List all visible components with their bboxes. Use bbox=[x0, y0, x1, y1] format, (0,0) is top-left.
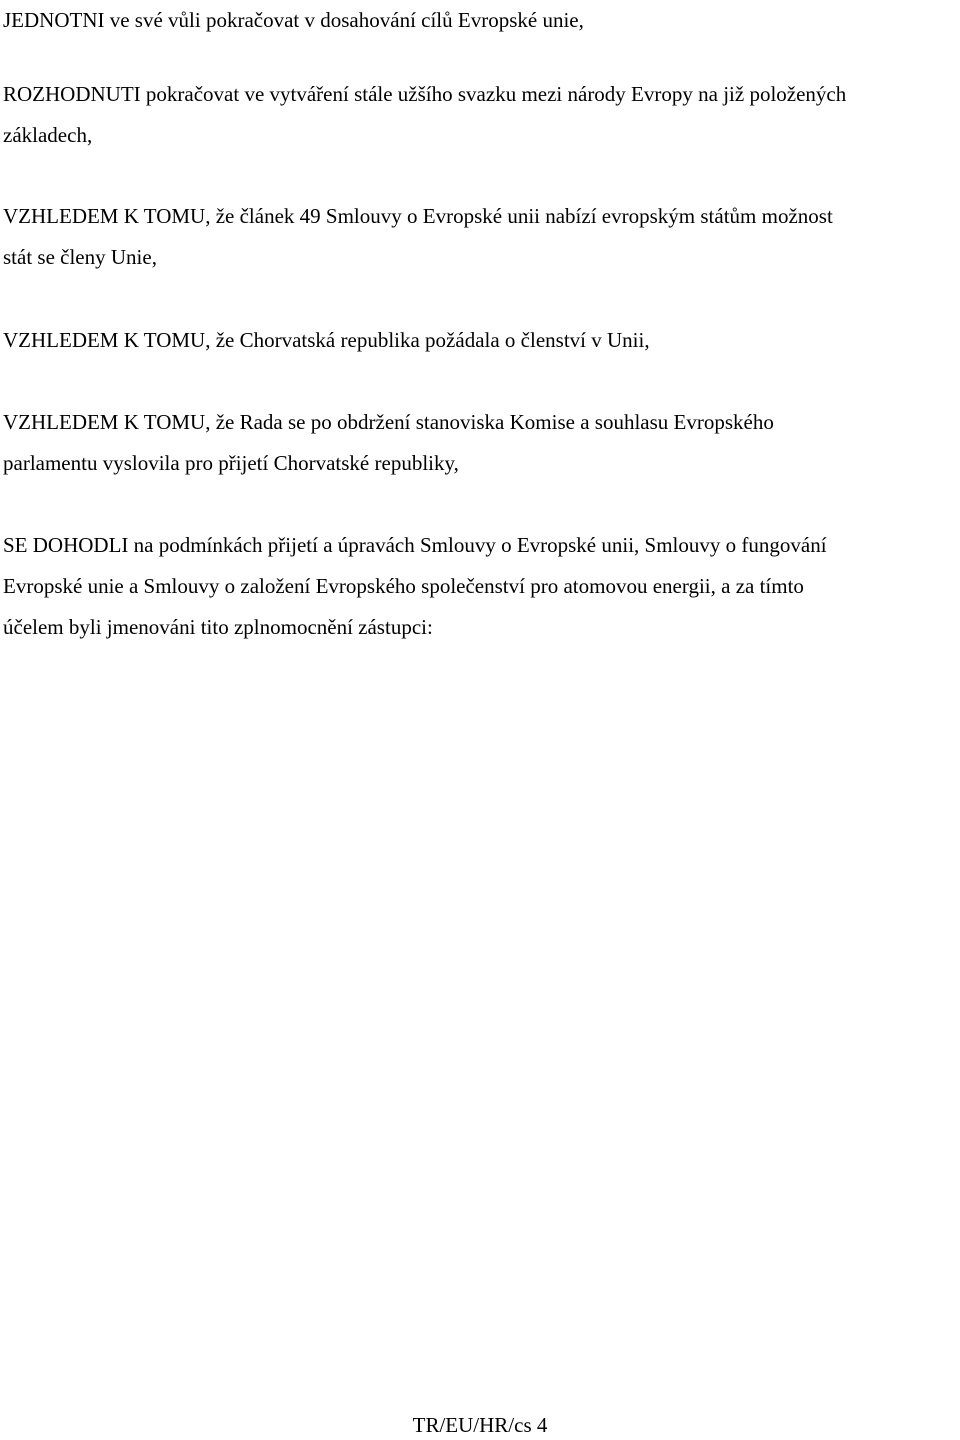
text-line: základech, bbox=[3, 123, 93, 147]
text-line: VZHLEDEM K TOMU, že Chorvatská republika požádala o členství v Unii, bbox=[3, 328, 650, 352]
text-line: účelem byli jmenováni tito zplnomocnění zástupci: bbox=[3, 615, 433, 639]
paragraph-vzhledem-clanek-49 bbox=[3, 196, 958, 278]
text-line: VZHLEDEM K TOMU, že Rada se po obdržení stanoviska Komise a souhlasu Evropského bbox=[3, 410, 774, 434]
text-line: ROZHODNUTI pokračovat ve vytváření stále užšího svazku mezi národy Evropy na již položených bbox=[3, 82, 847, 106]
text-line: SE DOHODLI na podmínkách přijetí a úpravách Smlouvy o Evropské unii, Smlouvy o fungování bbox=[3, 533, 827, 557]
page-footer-reference: TR/EU/HR/cs 4 bbox=[412, 1413, 548, 1437]
paragraph-se-dohodli bbox=[3, 525, 958, 648]
text-line: stát se členy Unie, bbox=[3, 245, 157, 269]
paragraph-vzhledem-rada bbox=[3, 402, 958, 484]
text-line: parlamentu vyslovila pro přijetí Chorvatské republiky, bbox=[3, 451, 459, 475]
text-line: VZHLEDEM K TOMU, že článek 49 Smlouvy o Evropské unii nabízí evropským státům možnost bbox=[3, 204, 833, 228]
text-line: Evropské unie a Smlouvy o založení Evropského společenství pro atomovou energii, a za tímto bbox=[3, 574, 804, 598]
text-line: JEDNOTNI ve své vůli pokračovat v dosahování cílů Evropské unie, bbox=[3, 8, 584, 32]
paragraph-rozhodnuti bbox=[3, 74, 958, 156]
paragraph-jednotni bbox=[3, 0, 958, 41]
paragraph-vzhledem-chorvatska-zadost bbox=[3, 320, 958, 361]
